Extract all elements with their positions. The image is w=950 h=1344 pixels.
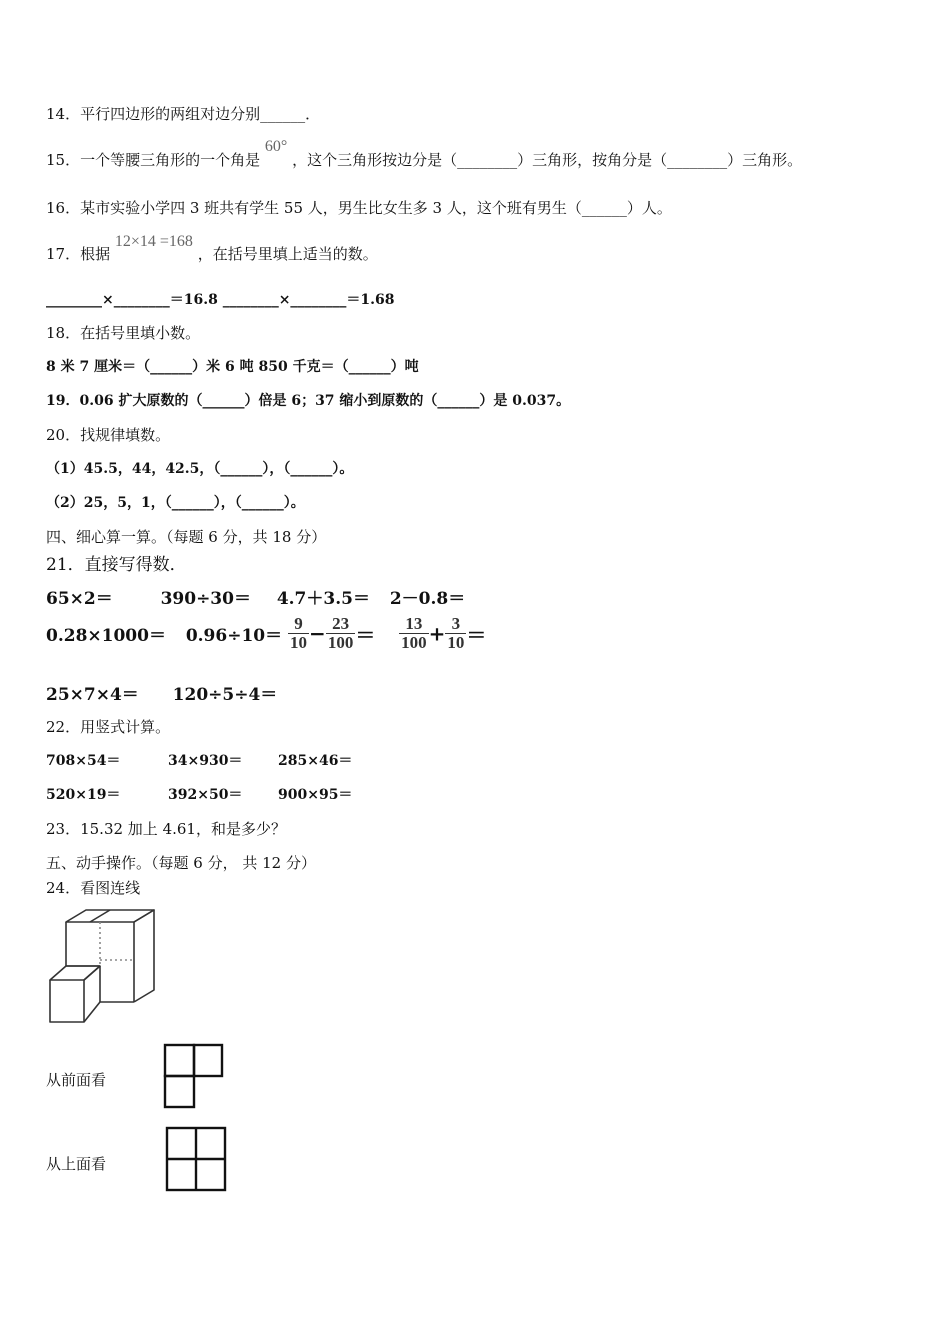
question-20-title: 20．找规律填数。 xyxy=(46,426,171,444)
q17-suffix: ，在括号里填上适当的数。 xyxy=(197,245,378,263)
q22-row1 xyxy=(46,750,352,770)
q21-row2 xyxy=(46,615,486,652)
question-22-title: 22．用竖式计算。 xyxy=(46,718,171,736)
section-5-title: 五、动手操作。（每题 6 分， 共 12 分） xyxy=(46,854,316,872)
section-4-title: 四、细心算一算。（每题 6 分，共 18 分） xyxy=(46,528,327,546)
question-14: 14．平行四边形的两组对边分别______． xyxy=(46,105,321,123)
q17-prefix: 17．根据 xyxy=(46,245,111,263)
question-16: 16．某市实验小学四 3 班共有学生 55 人，男生比女生多 3 人，这个班有男生（______）人。 xyxy=(46,199,672,217)
q22-item: 520×19＝ xyxy=(46,787,121,803)
equals-sign: ＝ xyxy=(466,622,487,647)
q21-item: 25×7×4＝ xyxy=(46,685,139,705)
q17-blanks: ________×________＝16.8 ________×________＝1.68 xyxy=(46,292,395,308)
q21-item: 120÷5÷4＝ xyxy=(172,685,278,705)
question-15 xyxy=(46,138,803,170)
q20-part2: （2）25，5，1，（______），（______）。 xyxy=(46,495,305,511)
q22-item: 900×95＝ xyxy=(278,787,353,803)
question-17 xyxy=(46,233,378,264)
q17-equation: 12×14 =168 xyxy=(114,233,193,250)
angle-value: 60° xyxy=(264,138,288,155)
question-24-title: 24．看图连线 xyxy=(46,879,141,897)
q22-item: 392×50＝ xyxy=(168,787,243,803)
fraction-9-10: $\frac{9}{10}$ xyxy=(290,614,308,652)
fraction-3-10: $\frac{3}{10}$ xyxy=(447,614,465,652)
fraction-23-100: $\frac{23}{100}$ xyxy=(327,614,354,652)
q21-row1 xyxy=(46,584,465,609)
front-view-shape xyxy=(162,1042,226,1110)
plus-sign: + xyxy=(428,621,446,646)
q21-item: 0.28×1000＝ xyxy=(46,625,166,646)
q22-item: 285×46＝ xyxy=(278,753,353,769)
cube-stack-figure xyxy=(44,908,160,1026)
q15-prefix: 15．一个等腰三角形的一个角是 xyxy=(46,151,261,169)
q22-item: 708×54＝ xyxy=(46,753,121,769)
equals-sign: ＝ xyxy=(355,622,376,647)
q22-row2 xyxy=(46,784,352,804)
q22-item: 34×930＝ xyxy=(168,753,243,769)
question-18-title: 18．在括号里填小数。 xyxy=(46,324,201,342)
q21-item: 0.96÷10＝ xyxy=(185,625,283,646)
q21-item: 4.7＋3.5＝ xyxy=(276,589,370,609)
top-view-shape xyxy=(164,1125,228,1193)
top-view-label: 从上面看 xyxy=(46,1155,107,1173)
q20-part1: （1）45.5，44，42.5，（______），（______）。 xyxy=(46,461,354,477)
q21-row3 xyxy=(46,680,277,705)
question-19: 19．0.06 扩大原数的（______）倍是 6；37 缩小到原数的（______）是 0.037。 xyxy=(46,393,571,409)
q15-suffix: ，这个三角形按边分是（________）三角形，按角分是（________）三角形。 xyxy=(292,151,803,169)
question-23: 23．15.32 加上 4.61，和是多少？ xyxy=(46,820,286,838)
q21-item: 390÷30＝ xyxy=(160,589,251,609)
question-21-title: 21．直接写得数． xyxy=(46,555,187,575)
fraction-13-100: $\frac{13}{100}$ xyxy=(401,614,427,652)
q18-line: 8 米 7 厘米＝（______）米 6 吨 850 千克＝（______）吨 xyxy=(46,359,419,375)
q21-item: 2－0.8＝ xyxy=(389,589,466,609)
q21-item: 65×2＝ xyxy=(46,589,113,609)
front-view-label: 从前面看 xyxy=(46,1071,107,1089)
minus-sign: − xyxy=(309,621,326,646)
